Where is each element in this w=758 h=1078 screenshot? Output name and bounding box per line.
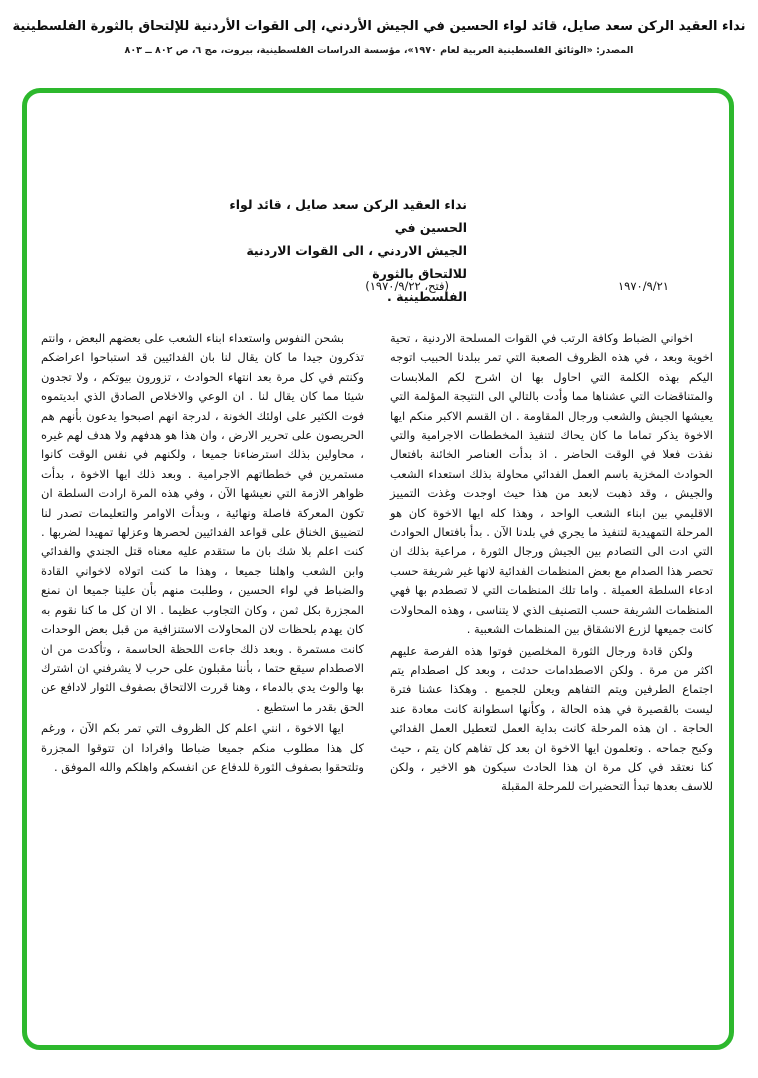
date-row (27, 279, 729, 299)
text-column-left (41, 329, 364, 1027)
publication-reference: (فتح، ١٩٧٠/٩/٢٢) (365, 279, 449, 293)
document-header-title: نداء العقيد الركن سعد صايل، قائد لواء الحسين في الجيش الأردني، إلى القوات الأردنية للإلتحاق بالثورة الفلسطينية (12, 19, 746, 34)
scanned-page (22, 88, 734, 1050)
paragraph: ايها الاخوة ، انني اعلم كل الظروف التي تمر بكم الآن ، ورغم كل هذا مطلوب منكم جميعا ضباطا وافرادا ان تتوقوا المجزرة وتلتحقوا بصفوف الثورة للدفاع عن انفسكم واهلكم والله الموفق . (41, 721, 364, 774)
paragraph: اخواني الضباط وكافة الرتب في القوات المسلحة الاردنية ، تحية اخوية وبعد ، في هذه الظروف الصعبة التي تمر ببلدنا الحبيب اتوجه اليكم بهذه الكلمة التي احاول بها ان اشرح لكم الملابسات والمتناقضات التي عشناها مما وأدت بالتالي الى النتيجة المؤلمة التي يعيشها الجيش والشعب ورجال المقاومة . ان القسم الاكبر منكم ايها الاخوة يذكر تماما ما كان يحاك لتنفيذ المخططات الاجرامية والتي نفذت فعلا في الوقت الحاضر . اذ بدأت العناصر الخائنة بافتعال الحوادث المخزية باسم العمل الفدائي محاولة بذلك استعداء الشعب والجيش ، وقد ذهبت لابعد من هذا حيث اوجدت وغذت التمييز الاقليمي بين ابناء الشعب الواحد ، وهذا كله ايها الاخوة كان هو المرحلة التمهيدية لتنفيذ ما يجري في بلدنا الآن . بدأ بافتعال الحوادث التي ادت الى التصادم بين الجيش ورجال الثورة ، مراعية بذلك ان تحصر هذا الصدام مع بعض المنظمات الفدائية لانها غير شريفة حسب ادعاء السلطة العميلة . واما تلك المنظمات التي لا تصطدم بها فهي المنظمات الشريفة حسب التصنيف الذي لا يتناسى ، وهذه المحاولات كانت جميعها لزرع الانشقاق بين المنظمات الشعبية . (390, 331, 713, 637)
document-date: ١٩٧٠/٩/٢١ (618, 279, 669, 293)
text-column-right (390, 329, 713, 1027)
page-header (10, 18, 748, 56)
paragraph: ولكن قادة ورجال الثورة المخلصين فوتوا هذه الفرصة عليهم اكثر من مرة . ولكن الاصطدامات حدثت ، وبعد كل اصطدام يتم اجتماع الطرفين ويتم التفاهم ويعلن للجميع . وهكذا عشنا فترة ليست بالقصيرة في هذه الحالة ، وكأنها اسطوانة كانت معادة عند الحاجة . ان هذه المرحلة كانت بداية العمل لتعطيل العمل الفدائي وكبح جماحه . وتعلمون ايها الاخوة ان بعد كل تفاهم كان يتم ، حيث كنا نعتقد في كل مرة ان هذا الحادث سيكون هو الاخير ، ولكن للاسف بعدها تبدأ التحضيرات للمرحلة المقبلة (390, 643, 713, 794)
document-title-line-1: نداء العقيد الركن سعد صايل ، قائد لواء الحسين في (229, 197, 467, 235)
document-title-line-3: الفلسطينية . (387, 289, 467, 304)
document-source-line: المصدر: «الوثائق الفلسطينية العربية لعام ١٩٧٠»، مؤسسة الدراسات الفلسطينية، بيروت، مج ٦، ص ٨٠٢ ــ ٨٠٣ (124, 45, 634, 56)
document-title-line-2: الجيش الاردني ، الى القوات الاردنية للالتحاق بالثورة (246, 243, 467, 281)
paragraph: بشحن النفوس واستعداء ابناء الشعب على بعضهم البعض ، وانتم تذكرون جيدا ما كان يقال لنا بان الفدائيين قد استباحوا اعراضكم وكنتم في كل مرة بعد انتهاء الحوادث ، تزورون بيوتكم ، ولا تجدون شيئا مما كان يقال لنا . ان الوعي والاخلاص الصادق الذي ابديتموه فوت الكثير على اولئك الخونة ، لدرجة انهم اصبحوا يدعون بأنهم هم الحريصون على تحرير الارض ، وان هذا هو هدفهم ولا هدف لهم غيره ، محاولين بذلك استرضاءنا جميعا ، ولكنهم في نفس الوقت كانوا مستمرين في خططاتهم الاجرامية . وبعد ذلك ايها الاخوة ، بدأت ظواهر الازمة التي نعيشها الآن ، وفي هذه المرة ارادت السلطة ان تكون المعركة فاصلة ونهائية ، وبدأت الاوامر والتعليمات تصدر لنا لتضييق الخناق على قواعد الفدائيين لحصرها وعزلها تمهيدا لضربها . كنت اعلم بلا شك بان ما ستقدم عليه معناه قتل الجندي والفدائي وابن الشعب واهلنا جميعا ، وهذا ما كنت اتولاه لاخواني القادة والضباط في لواء الحسين ، وطلبت منهم بأن علينا جميعا ان نمنع المجزرة بكل ثمن ، وكان التجاوب عظيما . الا ان كل ما كنا نقوم به كان يهدم بلحظات لان المحاولات الاستنزافية من قبل بعض الوحدات كانت مستمرة . وبعد ذلك جاءت اللحظة الحاسمة ، وتأكدت من ان الاصطدام سيقع حتما ، بأننا مقبلون على حرب لا يشرفني ان اشترك بها والوث يدي بالدماء ، وهنا قررت الالتحاق بصفوف الثوار لادافع عن الحق بقدر ما استطيع . (41, 331, 364, 714)
body-columns (41, 329, 713, 1027)
